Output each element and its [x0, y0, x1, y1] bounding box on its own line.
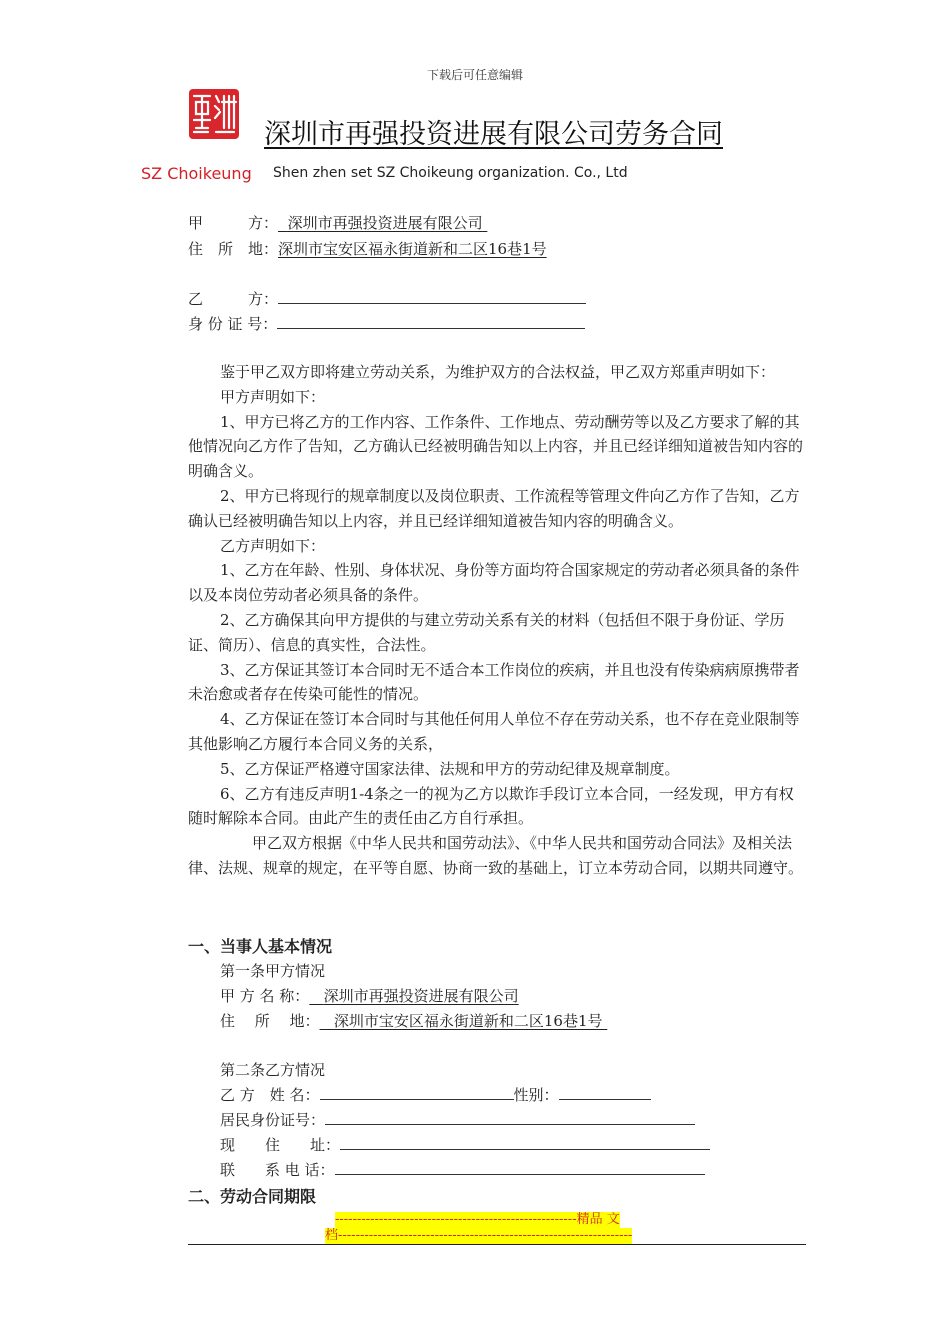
party-b-row — [188, 288, 586, 309]
a-addr-value: 深圳市宝安区福永街道新和二区16巷1号 — [333, 1012, 603, 1030]
english-company-name: Shen zhen set SZ Choikeung organization. Co., Ltd — [273, 165, 628, 181]
b-phone-row — [220, 1159, 705, 1180]
paragraph: 鉴于甲乙双方即将建立劳动关系，为维护双方的合法权益，甲乙双方郑重声明如下： — [220, 363, 776, 381]
party-a-row — [188, 212, 487, 233]
b-phone-label: 联 系 电 话： — [220, 1161, 335, 1179]
paragraph: 4、乙方保证在签订本合同时与其他任何用人单位不存在劳动关系，也不存在竞业限制等其他影响乙方履行本合同义务的关系， — [188, 710, 800, 753]
b-gender-field[interactable] — [559, 1085, 651, 1100]
b-id-label: 居民身份证号： — [220, 1111, 326, 1129]
paragraph: 5、乙方保证严格遵守国家法律、法规和甲方的劳动纪律及规章制度。 — [220, 759, 680, 778]
a-addr-row — [220, 1010, 607, 1031]
footer-highlight-line-2: 档------------------------------------------------------------------- — [325, 1228, 633, 1243]
b-name-row — [220, 1084, 651, 1105]
b-name-label: 乙 方 姓 名： — [220, 1086, 320, 1104]
paragraph: 2、乙方确保其向甲方提供的与建立劳动关系有关的材料（包括但不限于身份证、学历证、简历）、信息的真实性，合法性。 — [188, 610, 785, 654]
party-b-label: 乙 方： — [188, 290, 279, 308]
paragraph: 甲乙双方根据《中华人民共和国劳动法》、《中华人民共和国劳动合同法》及相关法律、法规、规章的规定，在平等自愿、协商一致的基础上，订立本劳动合同，以期共同遵守。 — [188, 834, 804, 877]
paragraph: 1、甲方已将乙方的工作内容、工作条件、工作地点、劳动酬劳等以及乙方要求了解的其他情况向乙方作了告知，乙方确认已经被明确告知以上内容，并且已经详细知道被告知内容的明确含义。 — [188, 412, 804, 481]
brand-name: SZ Choikeung — [141, 164, 252, 183]
footer-highlight-line-1: -------------------------------------------------------精品 文 — [335, 1212, 620, 1227]
address-value: 深圳市宝安区福永街道新和二区16巷1号 — [278, 240, 547, 258]
declarations-body — [188, 360, 808, 881]
paragraph: 3、乙方保证其签订本合同时无不适合本工作岗位的疾病，并且也没有传染病病原携带者未治愈或者存在传染可能性的情况。 — [188, 660, 800, 704]
article-2: 第二条乙方情况 — [220, 1061, 326, 1079]
party-a-value: 深圳市再强投资进展有限公司 — [287, 214, 483, 232]
b-name-field[interactable] — [320, 1085, 514, 1100]
id-label: 身 份 证 号： — [188, 315, 278, 333]
address-label: 住 所 地： — [188, 240, 279, 258]
b-addr-field[interactable] — [340, 1135, 710, 1150]
party-b-field[interactable] — [278, 289, 586, 304]
article-1: 第一条甲方情况 — [220, 962, 326, 980]
paragraph: 乙方声明如下： — [220, 536, 326, 555]
paragraph: 甲方声明如下： — [220, 387, 326, 406]
a-name-label: 甲 方 名 称： — [220, 987, 310, 1005]
section-1-heading: 一、当事人基本情况 — [188, 937, 333, 956]
b-phone-field[interactable] — [335, 1160, 705, 1175]
paragraph: 2、甲方已将现行的规章制度以及岗位职责、工作流程等管理文件向乙方作了告知，乙方确认已经被明确告知以上内容，并且已经详细知道被告知内容的明确含义。 — [188, 486, 800, 530]
party-a-label: 甲 方： — [188, 214, 279, 232]
address-row — [188, 238, 547, 259]
b-id-field[interactable] — [325, 1110, 695, 1125]
section-2-heading: 二、劳动合同期限 — [188, 1187, 317, 1206]
paragraph: 1、乙方在年龄、性别、身体状况、身份等方面均符合国家规定的劳动者必须具备的条件以及本岗位劳动者必须具备的条件。 — [188, 561, 800, 605]
paragraph: 6、乙方有违反声明1-4条之一的视为乙方以欺诈手段订立本合同，一经发现，甲方有权随时解除本合同。由此产生的责任由乙方自行承担。 — [188, 784, 794, 828]
company-seal-logo — [188, 88, 240, 140]
id-row — [188, 313, 585, 334]
a-addr-label: 住 所 地： — [220, 1012, 320, 1030]
id-number-field[interactable] — [277, 314, 585, 329]
top-note: 下载后可任意编辑 — [426, 68, 523, 82]
a-name-row — [220, 985, 643, 1006]
b-addr-label: 现 住 址： — [220, 1136, 341, 1154]
b-id-row — [220, 1109, 695, 1130]
b-addr-row — [220, 1134, 710, 1155]
document-title: 深圳市再强投资进展有限公司劳务合同 — [264, 119, 723, 150]
footer-divider — [188, 1244, 806, 1245]
a-name-value: 深圳市再强投资进展有限公司 — [323, 987, 519, 1005]
b-gender-label: 性别： — [513, 1086, 559, 1104]
